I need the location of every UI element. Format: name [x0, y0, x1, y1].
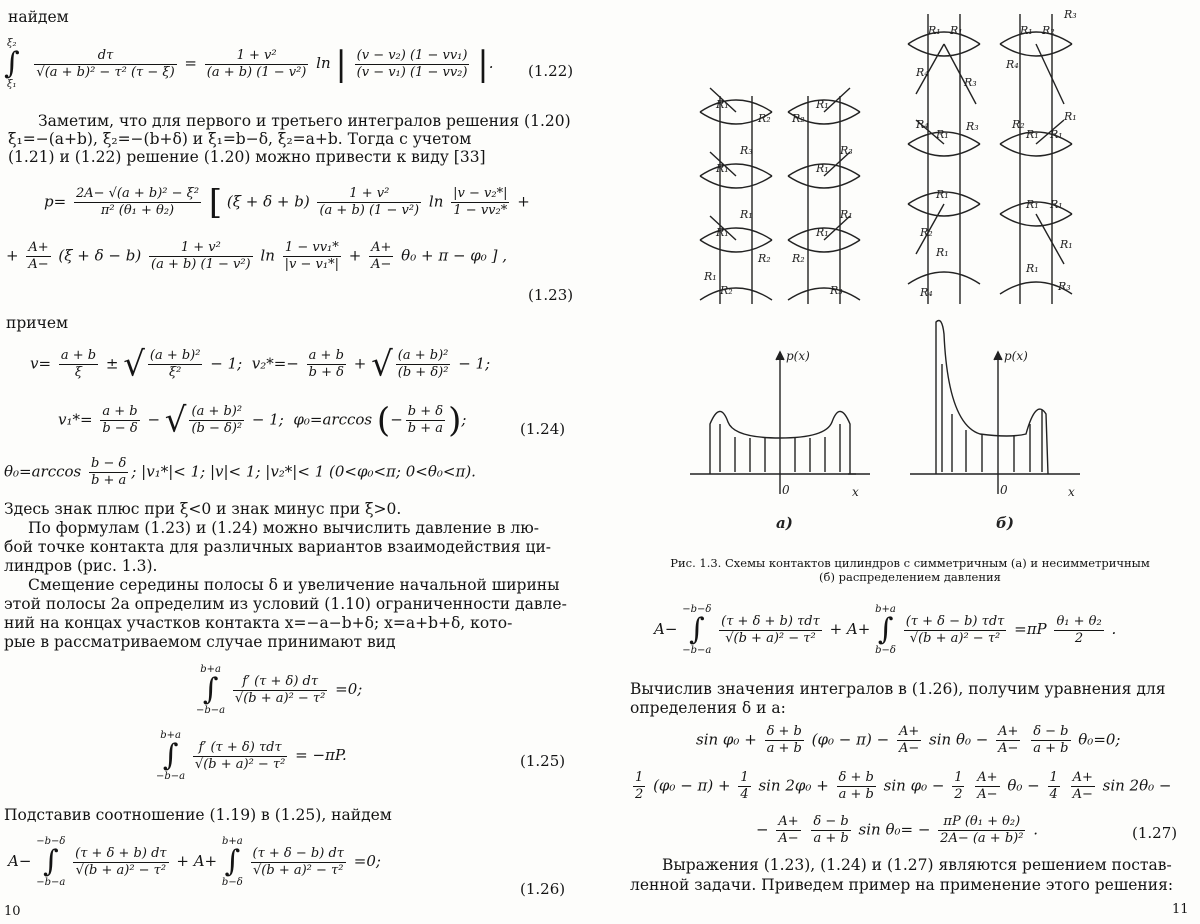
eq-label-1-25: (1.25) — [520, 752, 566, 770]
scheme-b — [908, 14, 1072, 304]
pressure-plot-b — [910, 321, 1080, 495]
para2-line6: этой полосы 2a определим из условий (1.10) ограниченности давле- — [4, 595, 567, 613]
r-label-a-4: R₃ — [740, 144, 753, 157]
para1-line3: (1.21) и (1.22) решение (1.20) можно привести к виду [33] — [8, 148, 486, 166]
r-label-a-8: R₁ — [740, 208, 753, 221]
figure-label-a: а) — [776, 514, 793, 532]
page-number-left: 10 — [4, 904, 21, 919]
equation-1-24-b: v₁*= $\frac{a + b}{b - \delta}$ − √ $\frac{\text{(a + b)²}}{\text{(b − δ)²}}$ − 1; φ₀=arccos (− $\frac{b + \delta}{b + a}$ ); — [58, 400, 467, 441]
r-label-b-21: R₃ — [1058, 280, 1071, 293]
axis-x-label-a: x — [852, 485, 859, 499]
para2-line8: рые в рассматриваемом случае принимают вид — [4, 633, 396, 651]
r-label-a-14: R₂ — [758, 252, 771, 265]
eq-label-1-27: (1.27) — [1132, 824, 1178, 842]
eq-label-1-26: (1.26) — [520, 880, 566, 898]
para2-line4: линдров (рис. 1.3). — [4, 557, 158, 575]
r-label-a-3: R₁ — [816, 162, 829, 175]
right-page — [600, 0, 1200, 924]
caption-line1: Рис. 1.3. Схемы контактов цилиндров с симметричным (а) и несимметричным — [670, 556, 1150, 570]
axis-zero-a: 0 — [782, 483, 790, 497]
equation-1-27-a: sin φ₀ + $\frac{\delta + b}{a + b}$ (φ₀ − π) − $\frac{A+}{A-}$ sin θ₀ − $\frac{A+}{A-}$ $\frac{\delta - b}{a + b}$ θ₀=0; — [696, 724, 1121, 756]
equation-1-26-b: A− −b−δ ∫ −b−a $\frac{\text{(τ + δ + b) τdτ}}{\text{√(b + a)² − τ²}}$ + A+ b+a ∫ b−δ $\frac{\text{(τ + δ − b) τdτ}}{\text{√(b + a)² − τ²}}$ =πP $\frac{\text{θ₁ + θ₂}}{2}$ . — [654, 604, 1117, 656]
prichem-word: причем — [6, 314, 69, 332]
r-label-a-7: R₃ — [840, 144, 853, 157]
r-label-b-8: R₁ — [1064, 110, 1077, 123]
para1-line2: ξ₁=−(a+b), ξ₂=−(b+δ) и ξ₁=b−δ, ξ₂=a+b. Тогда с учетом — [8, 130, 472, 148]
r-label-b-23: R₁ — [1060, 238, 1073, 251]
scheme-a — [700, 88, 860, 304]
r-label-b-16: R₁ — [1026, 198, 1039, 211]
r-label-b-1: R₁ — [928, 24, 941, 37]
caption-line2: (б) распределением давления — [819, 570, 1001, 584]
axis-p-label-b: p(x) — [1004, 349, 1028, 363]
r-label-b-7: R₄ — [1006, 58, 1019, 71]
r-label-b-14: R₂ — [1012, 118, 1025, 131]
r-label-a-5: R₁ — [716, 226, 729, 239]
r-label-b-3: R₁ — [1020, 24, 1033, 37]
equation-1-25-a: b+a ∫ −b−a $\frac{f' (\tau + \delta) d\tau}{\text{√(b + a)² − τ²}}$ =0; — [196, 664, 363, 716]
equation-1-22: ξ₂ ∫ ξ₁ $\frac{d\tau}{\text{√(a + b)² − τ² (τ − ξ)}}$ = $\frac{\text{1 + v²}}{\text{(a + b) (1 − v²)}}$ ln | $\frac{\text{(v − v₂) (1 − vv₁)}}{\text{(v − v₁) (1 − vv₂)}}$ |. — [4, 38, 494, 90]
r-label-a-1: R₁ — [816, 98, 829, 111]
r-label-a-15: R₂ — [792, 252, 805, 265]
r-label-a-0: R₁ — [716, 98, 729, 111]
r-label-a-13: R₂ — [792, 112, 805, 125]
eq-label-1-24: (1.24) — [520, 420, 566, 438]
equation-1-23-b: + $\frac{A+}{A-}$ (ξ + δ − b) $\frac{\text{1 + v²}}{\text{(a + b) (1 − v²)}}$ ln $\frac{\text{1 − vv₁*}}{\text{|v − v₁*|}}$ + $\frac{A+}{A-}$ θ₀ + π − φ₀ ] , — [6, 240, 507, 272]
right-para2-line1: Выражения (1.23), (1.24) и (1.27) являются решением постав- — [662, 856, 1172, 874]
r-label-b-10: R₁ — [936, 128, 949, 141]
r-label-b-15: R₁ — [936, 188, 949, 201]
r-label-a-16: R₁ — [704, 270, 717, 283]
eq-label-1-23: (1.23) — [528, 286, 574, 304]
right-para1-line1: Вычислив значения интегралов в (1.26), получим уравнения для — [630, 680, 1166, 698]
para2-line1: Здесь знак плюс при ξ<0 и знак минус при ξ>0. — [4, 500, 402, 518]
intro-word: найдем — [8, 8, 69, 26]
equation-1-25-b: b+a ∫ −b−a $\frac{\text{f′ (τ + δ) τdτ}}{\text{√(b + a)² − τ²}}$ = −πP. — [156, 730, 347, 782]
r-label-b-20: R₁ — [1026, 262, 1039, 275]
r-label-b-11: R₃ — [966, 120, 979, 133]
para2-line7: ний на концах участков контакта x=−a−b+δ; x=a+b+δ, кото- — [4, 614, 513, 632]
equation-1-24-c: θ₀=arccos $\frac{b - \delta}{b + a}$ ; |v₁*|< 1; |v|< 1; |v₂*|< 1 (0<φ₀<π; 0<θ₀<π). — [4, 456, 476, 488]
r-label-a-10: R₂ — [720, 284, 733, 297]
equation-1-26: A− −b−δ ∫ −b−a $\frac{(\tau + \delta + b) d\tau}{\text{√(b + a)² − τ²}}$ + A+ b+a ∫ b−δ $\frac{(\tau + \delta - b) d\tau}{\text{√(b + a)² − τ²}}$ =0; — [8, 836, 381, 888]
r-label-a-12: R₂ — [758, 112, 771, 125]
figure-1-3 — [680, 4, 1100, 534]
equation-1-27-c: − $\frac{A+}{A-}$ $\frac{\delta - b}{a + b}$ sin θ₀= − $\frac{\text{πP (θ₁ + θ₂)}}{\text{2A− (a + b)²}}$ . — [756, 814, 1039, 846]
axis-x-label-b: x — [1068, 485, 1075, 499]
para2-line3: бой точке контакта для различных вариантов взаимодействия ци- — [4, 538, 552, 556]
figure-label-b: б) — [996, 514, 1014, 532]
equation-1-24-a: v= $\frac{a + b}{\xi}$ ± √ $\frac{\text{(a + b)²}}{\text{ξ²}}$ − 1; v₂*=− $\frac{a + b}{b + \delta}$ + √ $\frac{\text{(a + b)²}}{\text{(b + δ)²}}$ − 1; — [30, 344, 491, 385]
right-para2-line2: ленной задачи. Приведем пример на применение этого решения: — [630, 876, 1174, 894]
r-label-b-17: R₁ — [1050, 198, 1063, 211]
page-number-right: 11 — [1172, 902, 1189, 917]
r-label-b-12: R₁ — [1026, 128, 1039, 141]
right-para1-line2: определения δ и a: — [630, 699, 786, 717]
axis-zero-b: 0 — [1000, 483, 1008, 497]
r-label-b-19: R₁ — [936, 246, 949, 259]
r-label-b-18: R₂ — [920, 226, 933, 239]
r-label-b-9: R₄ — [916, 118, 929, 131]
r-label-a-2: R₁ — [716, 162, 729, 175]
r-label-a-6: R₁ — [816, 226, 829, 239]
r-label-b-0: R₄ — [916, 66, 929, 79]
para3: Подставив соотношение (1.19) в (1.25), найдем — [4, 806, 392, 824]
integral-sign: ξ₂ ∫ ξ₁ — [4, 38, 20, 90]
r-label-b-22: R₄ — [920, 286, 933, 299]
r-label-a-11: R₃ — [830, 284, 843, 297]
eq-label-1-22: (1.22) — [528, 62, 574, 80]
r-label-b-6: R₃ — [1064, 8, 1077, 21]
r-label-a-9: R₁ — [840, 208, 853, 221]
figure-caption — [620, 556, 1200, 584]
pressure-plot-a — [690, 352, 870, 494]
axis-p-label-a: p(x) — [786, 349, 810, 363]
equation-1-27-b: $\frac{1}{2}$ (φ₀ − π) + $\frac{1}{4}$ sin 2φ₀ + $\frac{\delta + b}{a + b}$ sin φ₀ − $\frac{1}{2}$ $\frac{A+}{A-}$ θ₀ − $\frac{1}{4}$ $\frac{A+}{A-}$ sin 2θ₀ − — [635, 770, 1172, 802]
r-label-b-5: R₂ — [1042, 24, 1055, 37]
r-label-b-2: R₁ — [950, 24, 963, 37]
para2-line5: Смещение середины полосы δ и увеличение начальной ширины — [28, 576, 560, 594]
r-label-b-13: R₁ — [1050, 128, 1063, 141]
para1-line1: Заметим, что для первого и третьего интегралов решения (1.20) — [38, 112, 571, 130]
equation-1-23-a: p= $\frac{\text{2A− √(a + b)² − ξ²}}{\text{π² (θ₁ + θ₂)}}$ [ (ξ + δ + b) $\frac{\text{1 + v²}}{\text{(a + b) (1 − v²)}}$ ln $\frac{\text{|v − v₂*|}}{\text{1 − vv₂*}}$ + — [44, 182, 530, 223]
r-label-b-4: R₃ — [964, 76, 977, 89]
para2-line2: По формулам (1.23) и (1.24) можно вычислить давление в лю- — [28, 519, 539, 537]
